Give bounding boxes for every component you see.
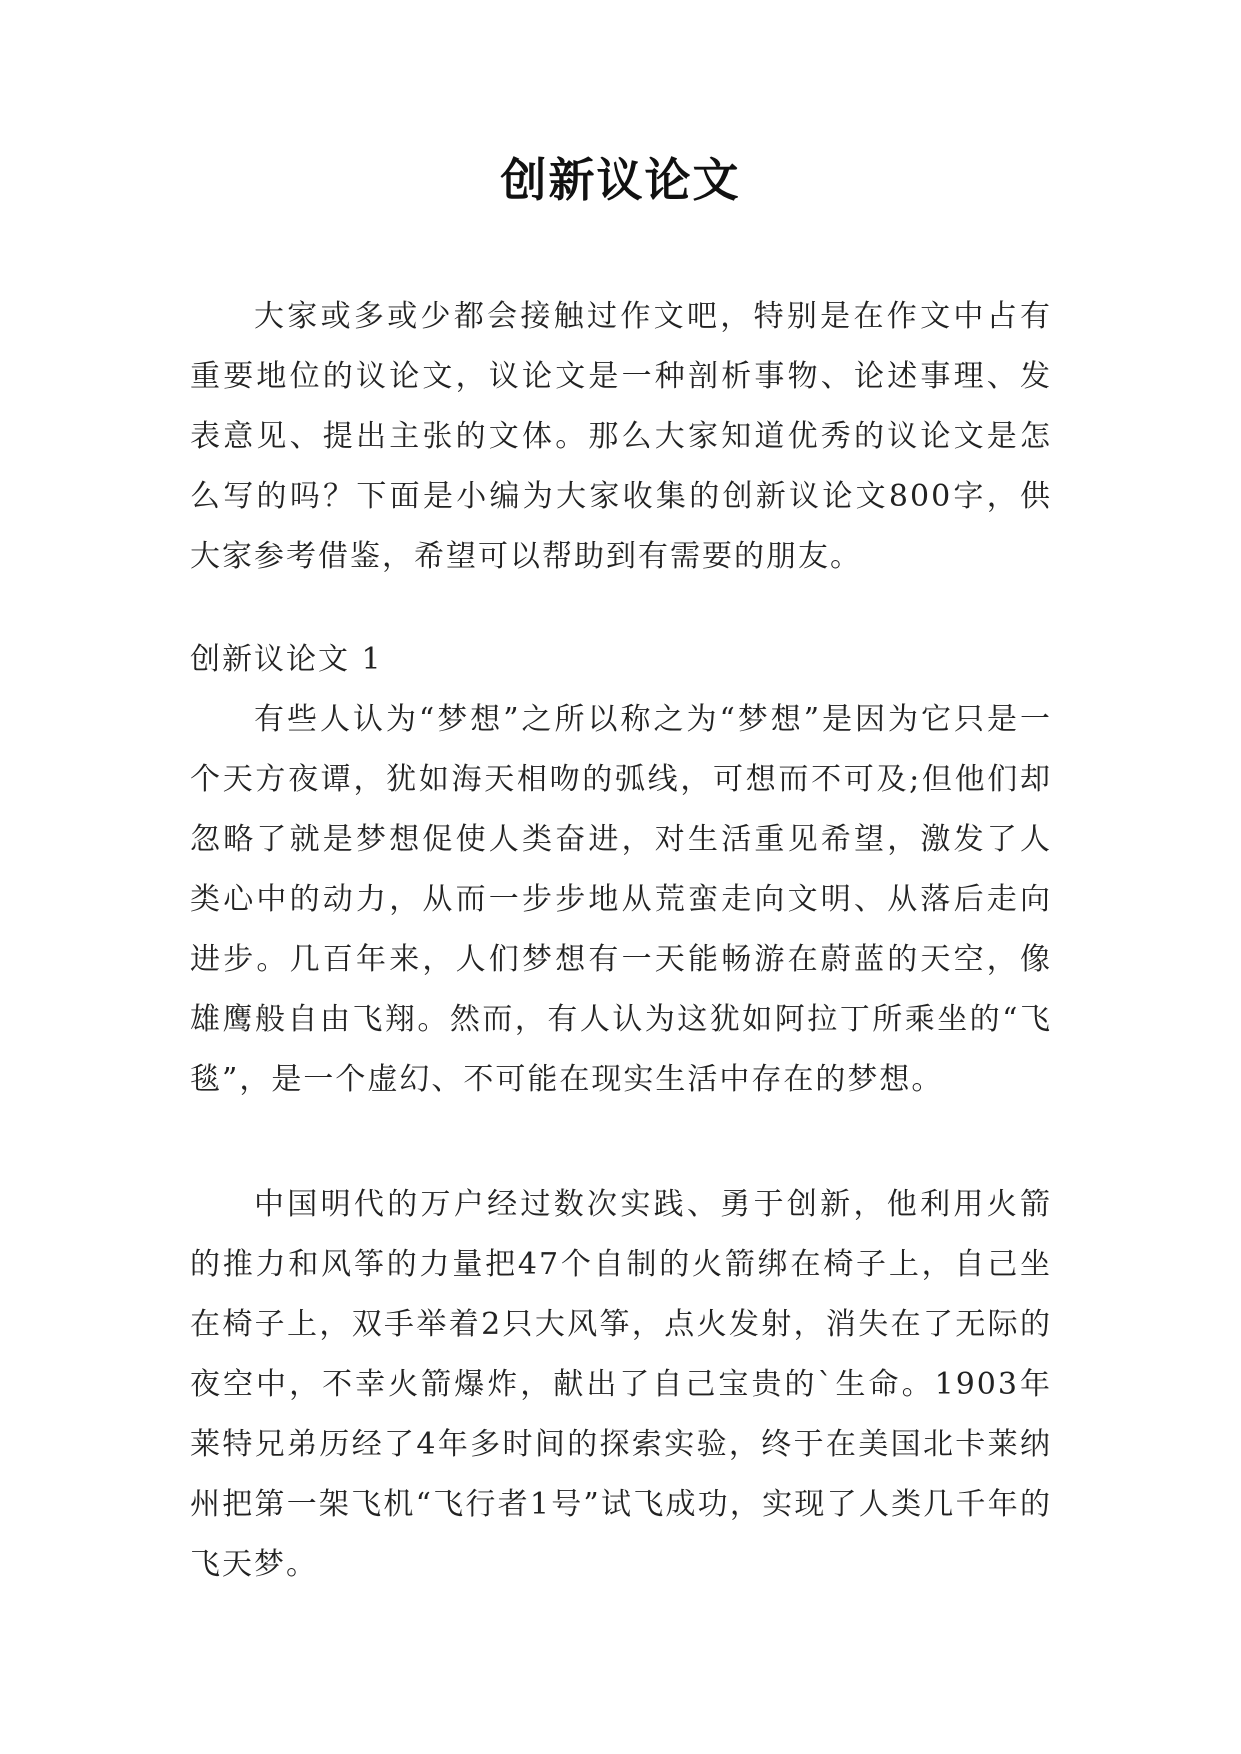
body-paragraph: 有些人认为“梦想”之所以称之为“梦想”是因为它只是一个天方夜谭，犹如海天相吻的弧线，可想而不可及;但他们却忽略了就是梦想促使人类奋进，对生活重见希望，激发了人类心中的动力，从而一步步地从荒蛮走向文明、从落后走向进步。几百年来，人们梦想有一天能畅游在蔚蓝的天空，像雄鹰般自由飞翔。然而，有人认为这犹如阿拉丁所乘坐的“飞毯”，是一个虚幻、不可能在现实生活中存在的梦想。	[190, 702, 1052, 1097]
document-title: 创新议论文	[500, 153, 741, 207]
intro-paragraph: 大家或多或少都会接触过作文吧，特别是在作文中占有重要地位的议论文，议论文是一种剖析事物、论述事理、发表意见、提出主张的文体。那么大家知道优秀的议论文是怎么写的吗？下面是小编为大家收集的创新议论文800字，供大家参考借鉴，希望可以帮助到有需要的朋友。	[190, 299, 1052, 574]
section-heading: 创新议论文 1	[190, 642, 383, 677]
body-paragraph: 中国明代的万户经过数次实践、勇于创新，他利用火箭的推力和风筝的力量把47个自制的火箭绑在椅子上，自己坐在椅子上，双手举着2只大风筝，点火发射，消失在了无际的夜空中，不幸火箭爆炸，献出了自己宝贵的`生命。1903年莱特兄弟历经了4年多时间的探索实验，终于在美国北卡莱纳州把第一架飞机“飞行者1号”试飞成功，实现了人类几千年的飞天梦。	[190, 1187, 1052, 1582]
